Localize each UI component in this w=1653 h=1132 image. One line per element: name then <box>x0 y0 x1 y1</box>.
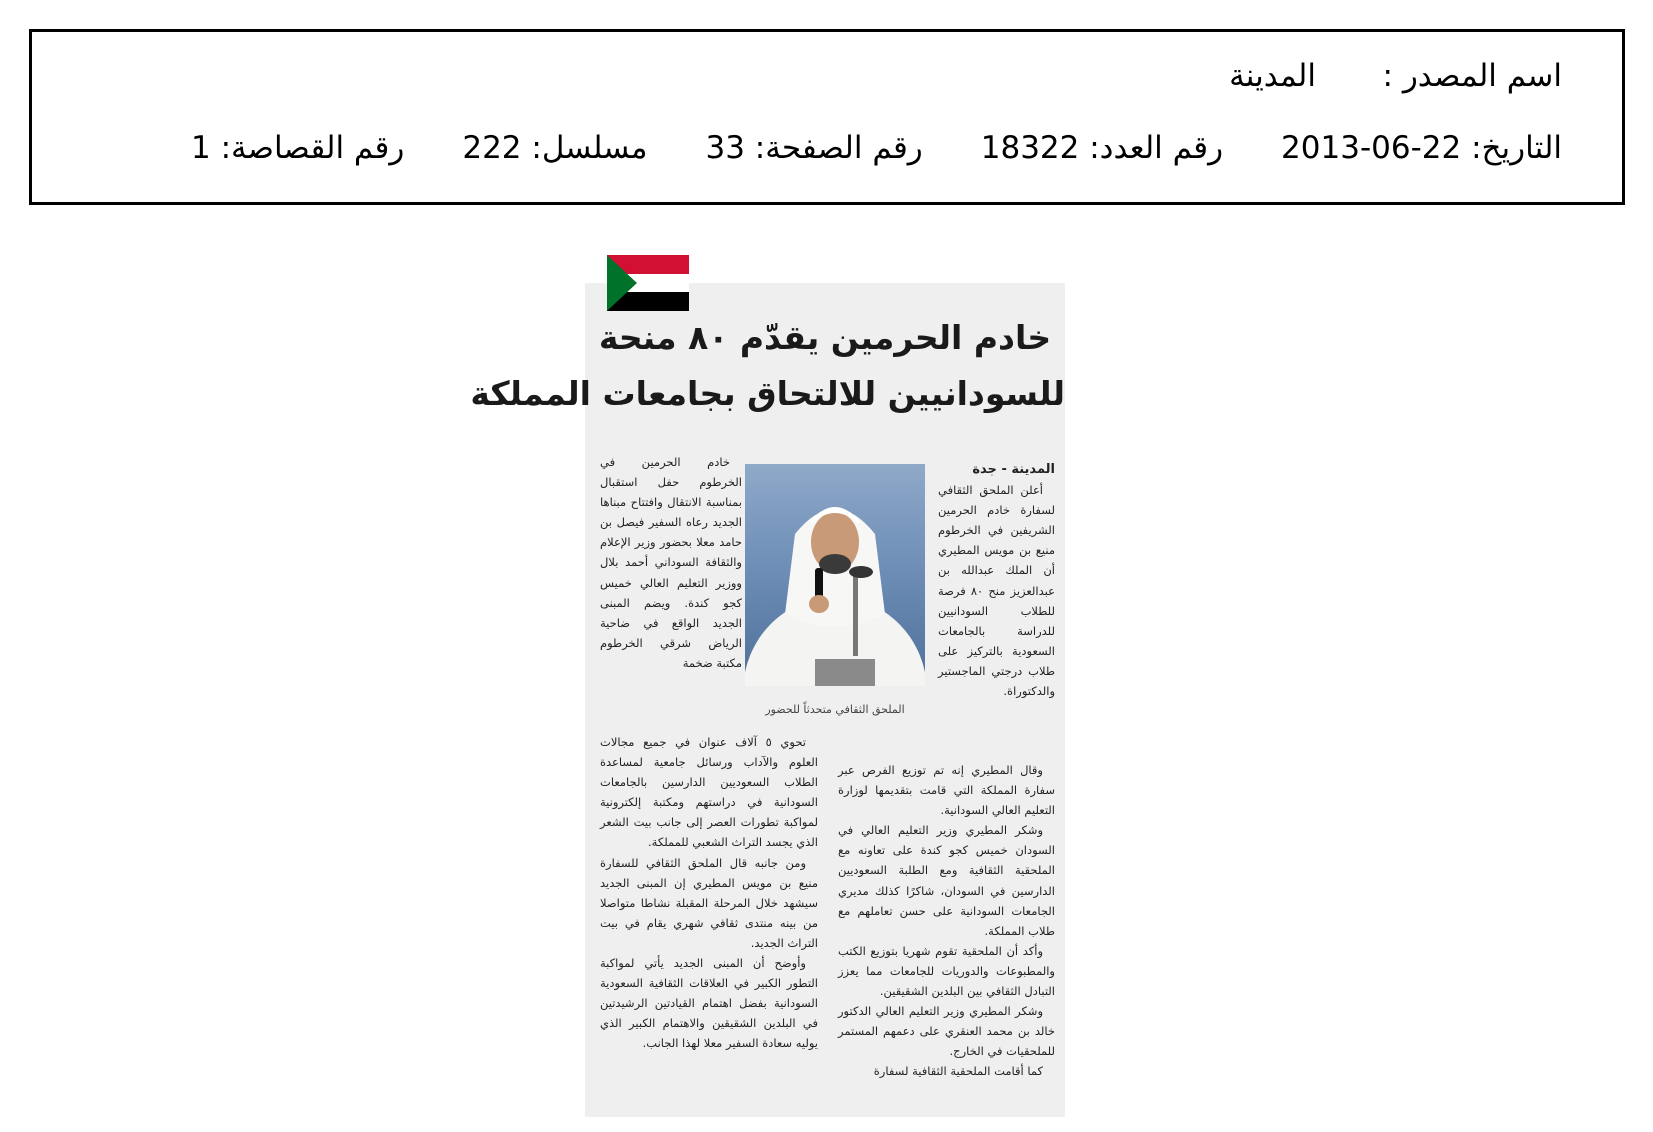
paragraph: وأكد أن الملحقية تقوم شهريا بتوزيع الكتب والمطبوعات والدوريات للجامعات مما يعزز التبادل الثقافي بين البلدين الشقيقين. <box>838 943 1055 999</box>
paragraph: وأوضح أن المبنى الجديد يأتي لمواكبة التطور الكبير في العلاقات الثقافية السعودية السودانية بفضل اهتمام القيادتين الرشيدتين في البلدين الشقيقين والاهتمام الكبير الذي يوليه سعادة السفير معلا لهذا الجانب. <box>600 956 818 1051</box>
clip-number-field: رقم القصاصة: 1 <box>191 130 405 166</box>
headline-line-1: خادم الحرمين يقدّم ٨٠ منحة <box>598 318 1052 357</box>
paragraph: وشكر المطيري وزير التعليم العالي الدكتور خالد بن محمد العنقري على دعمهم المستمر للملحقيات في الخارج. <box>838 1004 1055 1059</box>
page-number-field: رقم الصفحة: 33 <box>705 130 923 166</box>
article-photo <box>745 464 925 686</box>
paragraph: خادم الحرمين في الخرطوم حفل استقبال بمناسبة الانتقال وافتتاح مبناها الجديد رعاه السفير فيصل بن حامد معلا بحضور وزير الإعلام والثقافة السوداني أحمد بلال ووزير التعليم العالي خميس كجو كندة. ويضم المبنى الجديد الواقع في ضاحية الرياض شرقي الخرطوم مكتبة ضخمة <box>600 455 742 670</box>
paragraph: وقال المطيري إنه تم توزيع الفرص عبر سفارة المملكة التي قامت بتقديمها لوزارة التعليم العالي السودانية. <box>838 763 1055 818</box>
article-column-left-top <box>600 452 742 673</box>
article-column-right-bottom <box>838 760 1055 1082</box>
serial-field: مسلسل: 222 <box>462 130 648 166</box>
clipping-info-box <box>29 29 1625 205</box>
date-field: التاريخ: 22-06-2013 <box>1281 130 1562 166</box>
source-label: اسم المصدر : <box>1382 58 1562 94</box>
photo-caption: الملحق الثقافي متحدثاً للحضور <box>765 703 905 716</box>
source-row <box>1229 56 1562 96</box>
issue-number-field: رقم العدد: 18322 <box>980 130 1224 166</box>
speaker-photo-illustration <box>745 464 925 686</box>
article-column-left-bottom <box>600 732 818 1054</box>
paragraph: ومن جانبه قال الملحق الثقافي للسفارة منيع بن مويس المطيري إن المبنى الجديد سيشهد خلال المرحلة المقبلة نشاطا متواصلا من بينه منتدى ثقافي شهري يقام في بيت التراث الجديد. <box>600 855 818 950</box>
meta-row <box>191 128 1562 168</box>
dateline: المدينة - جدة <box>972 462 1055 477</box>
paragraph: أعلن الملحق الثقافي لسفارة خادم الحرمين الشريفين في الخرطوم منيع بن مويس المطيري أن الملك عبدالله بن عبدالعزيز منح ٨٠ فرصة للطلاب السودانيين للدراسة بالجامعات السعودية بالتركيز على طلاب درجتي الماجستير والدكتوراة. <box>938 483 1055 699</box>
paragraph: تحوي ٥ آلاف عنوان في جميع مجالات العلوم والآداب ورسائل جامعية لمساعدة الطلاب السعوديين الدارسين بالجامعات السودانية في دراستهم ومكتبة إلكترونية لمواكبة تطورات العصر إلى جانب بيت الشعر الذي يجسد التراث الشعبي للمملكة. <box>600 735 818 850</box>
article-column-right-top <box>938 460 1055 701</box>
paragraph: وشكر المطيري وزير التعليم العالي في السودان خميس كجو كندة على تعاونه مع الملحقية الثقافية ومع الطلبة السعوديين الدارسين في السودان، شاكرًا كذلك مديري الجامعات السودانية على حسن تعاملهم مع طلاب المملكة. <box>838 823 1055 938</box>
headline-line-2: للسودانيين للالتحاق بجامعات المملكة <box>470 374 1065 413</box>
sudan-flag-icon <box>607 255 689 311</box>
article-headline <box>470 310 1065 422</box>
paragraph: كما أقامت الملحقية الثقافية لسفارة <box>873 1064 1043 1079</box>
source-value: المدينة <box>1229 58 1316 94</box>
